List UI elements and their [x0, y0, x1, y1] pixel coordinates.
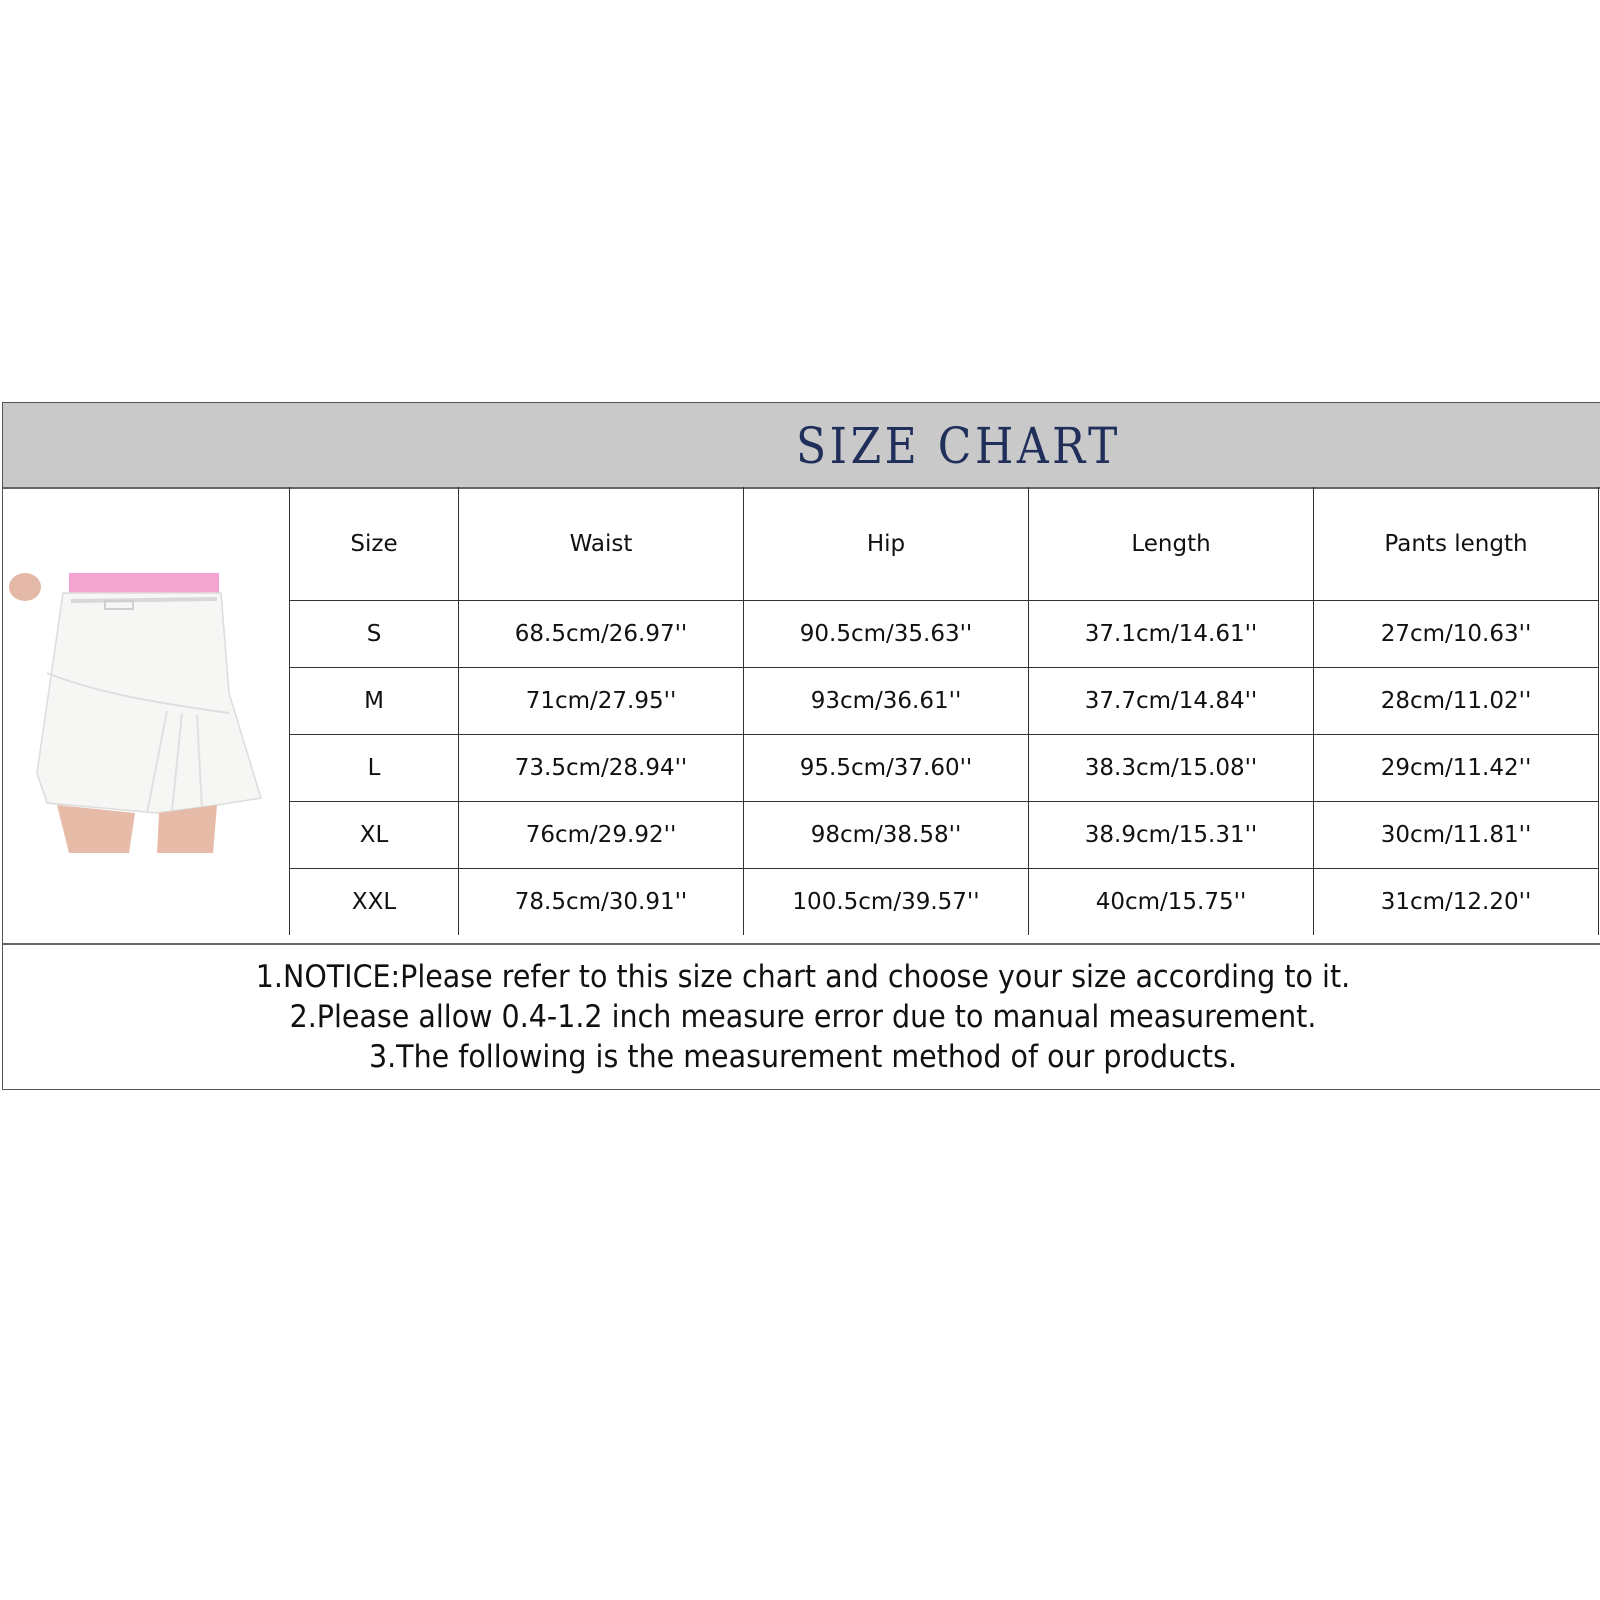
note-line: 2.Please allow 0.4-1.2 inch measure error due to manual measurement.	[289, 999, 1317, 1035]
header-waist: Waist	[459, 487, 744, 601]
cell-waist: 73.5cm/28.94''	[459, 735, 744, 802]
cell-waist: 71cm/27.95''	[459, 668, 744, 735]
cell-size: XXL	[290, 869, 459, 936]
page-title: SIZE CHART	[796, 417, 1121, 475]
cell-pants-length: 30cm/11.81''	[1314, 802, 1599, 869]
cell-waist: 68.5cm/26.97''	[459, 601, 744, 668]
header-length: Length	[1029, 487, 1314, 601]
notes	[67, 957, 1539, 1077]
size-table	[289, 487, 1599, 935]
header-pants-length: Pants length	[1314, 487, 1599, 601]
table-row	[290, 601, 1599, 668]
cell-waist: 76cm/29.92''	[459, 802, 744, 869]
cell-hip: 90.5cm/35.63''	[744, 601, 1029, 668]
cell-length: 37.1cm/14.61''	[1029, 601, 1314, 668]
cell-pants-length: 29cm/11.42''	[1314, 735, 1599, 802]
note-line: 3.The following is the measurement method of our products.	[368, 1039, 1238, 1075]
table-row	[290, 735, 1599, 802]
cell-length: 40cm/15.75''	[1029, 869, 1314, 936]
note-line: 1.NOTICE:Please refer to this size chart and choose your size according to it.	[255, 959, 1351, 995]
notes-divider	[3, 943, 1600, 945]
cell-hip: 98cm/38.58''	[744, 802, 1029, 869]
size-chart	[2, 402, 1600, 1090]
table-row	[290, 869, 1599, 936]
cell-size: XL	[290, 802, 459, 869]
cell-size: M	[290, 668, 459, 735]
cell-hip: 95.5cm/37.60''	[744, 735, 1029, 802]
cell-waist: 78.5cm/30.91''	[459, 869, 744, 936]
table-header-row	[290, 487, 1599, 601]
cell-hip: 93cm/36.61''	[744, 668, 1029, 735]
cell-pants-length: 27cm/10.63''	[1314, 601, 1599, 668]
title-band	[3, 403, 1600, 489]
cell-length: 38.9cm/15.31''	[1029, 802, 1314, 869]
cell-size: L	[290, 735, 459, 802]
header-hip: Hip	[744, 487, 1029, 601]
cell-length: 38.3cm/15.08''	[1029, 735, 1314, 802]
cell-size: S	[290, 601, 459, 668]
cell-hip: 100.5cm/39.57''	[744, 869, 1029, 936]
table-row	[290, 802, 1599, 869]
skirt-product-photo-icon	[7, 573, 269, 853]
table-row	[290, 668, 1599, 735]
header-size: Size	[290, 487, 459, 601]
cell-pants-length: 28cm/11.02''	[1314, 668, 1599, 735]
cell-length: 37.7cm/14.84''	[1029, 668, 1314, 735]
cell-pants-length: 31cm/12.20''	[1314, 869, 1599, 936]
